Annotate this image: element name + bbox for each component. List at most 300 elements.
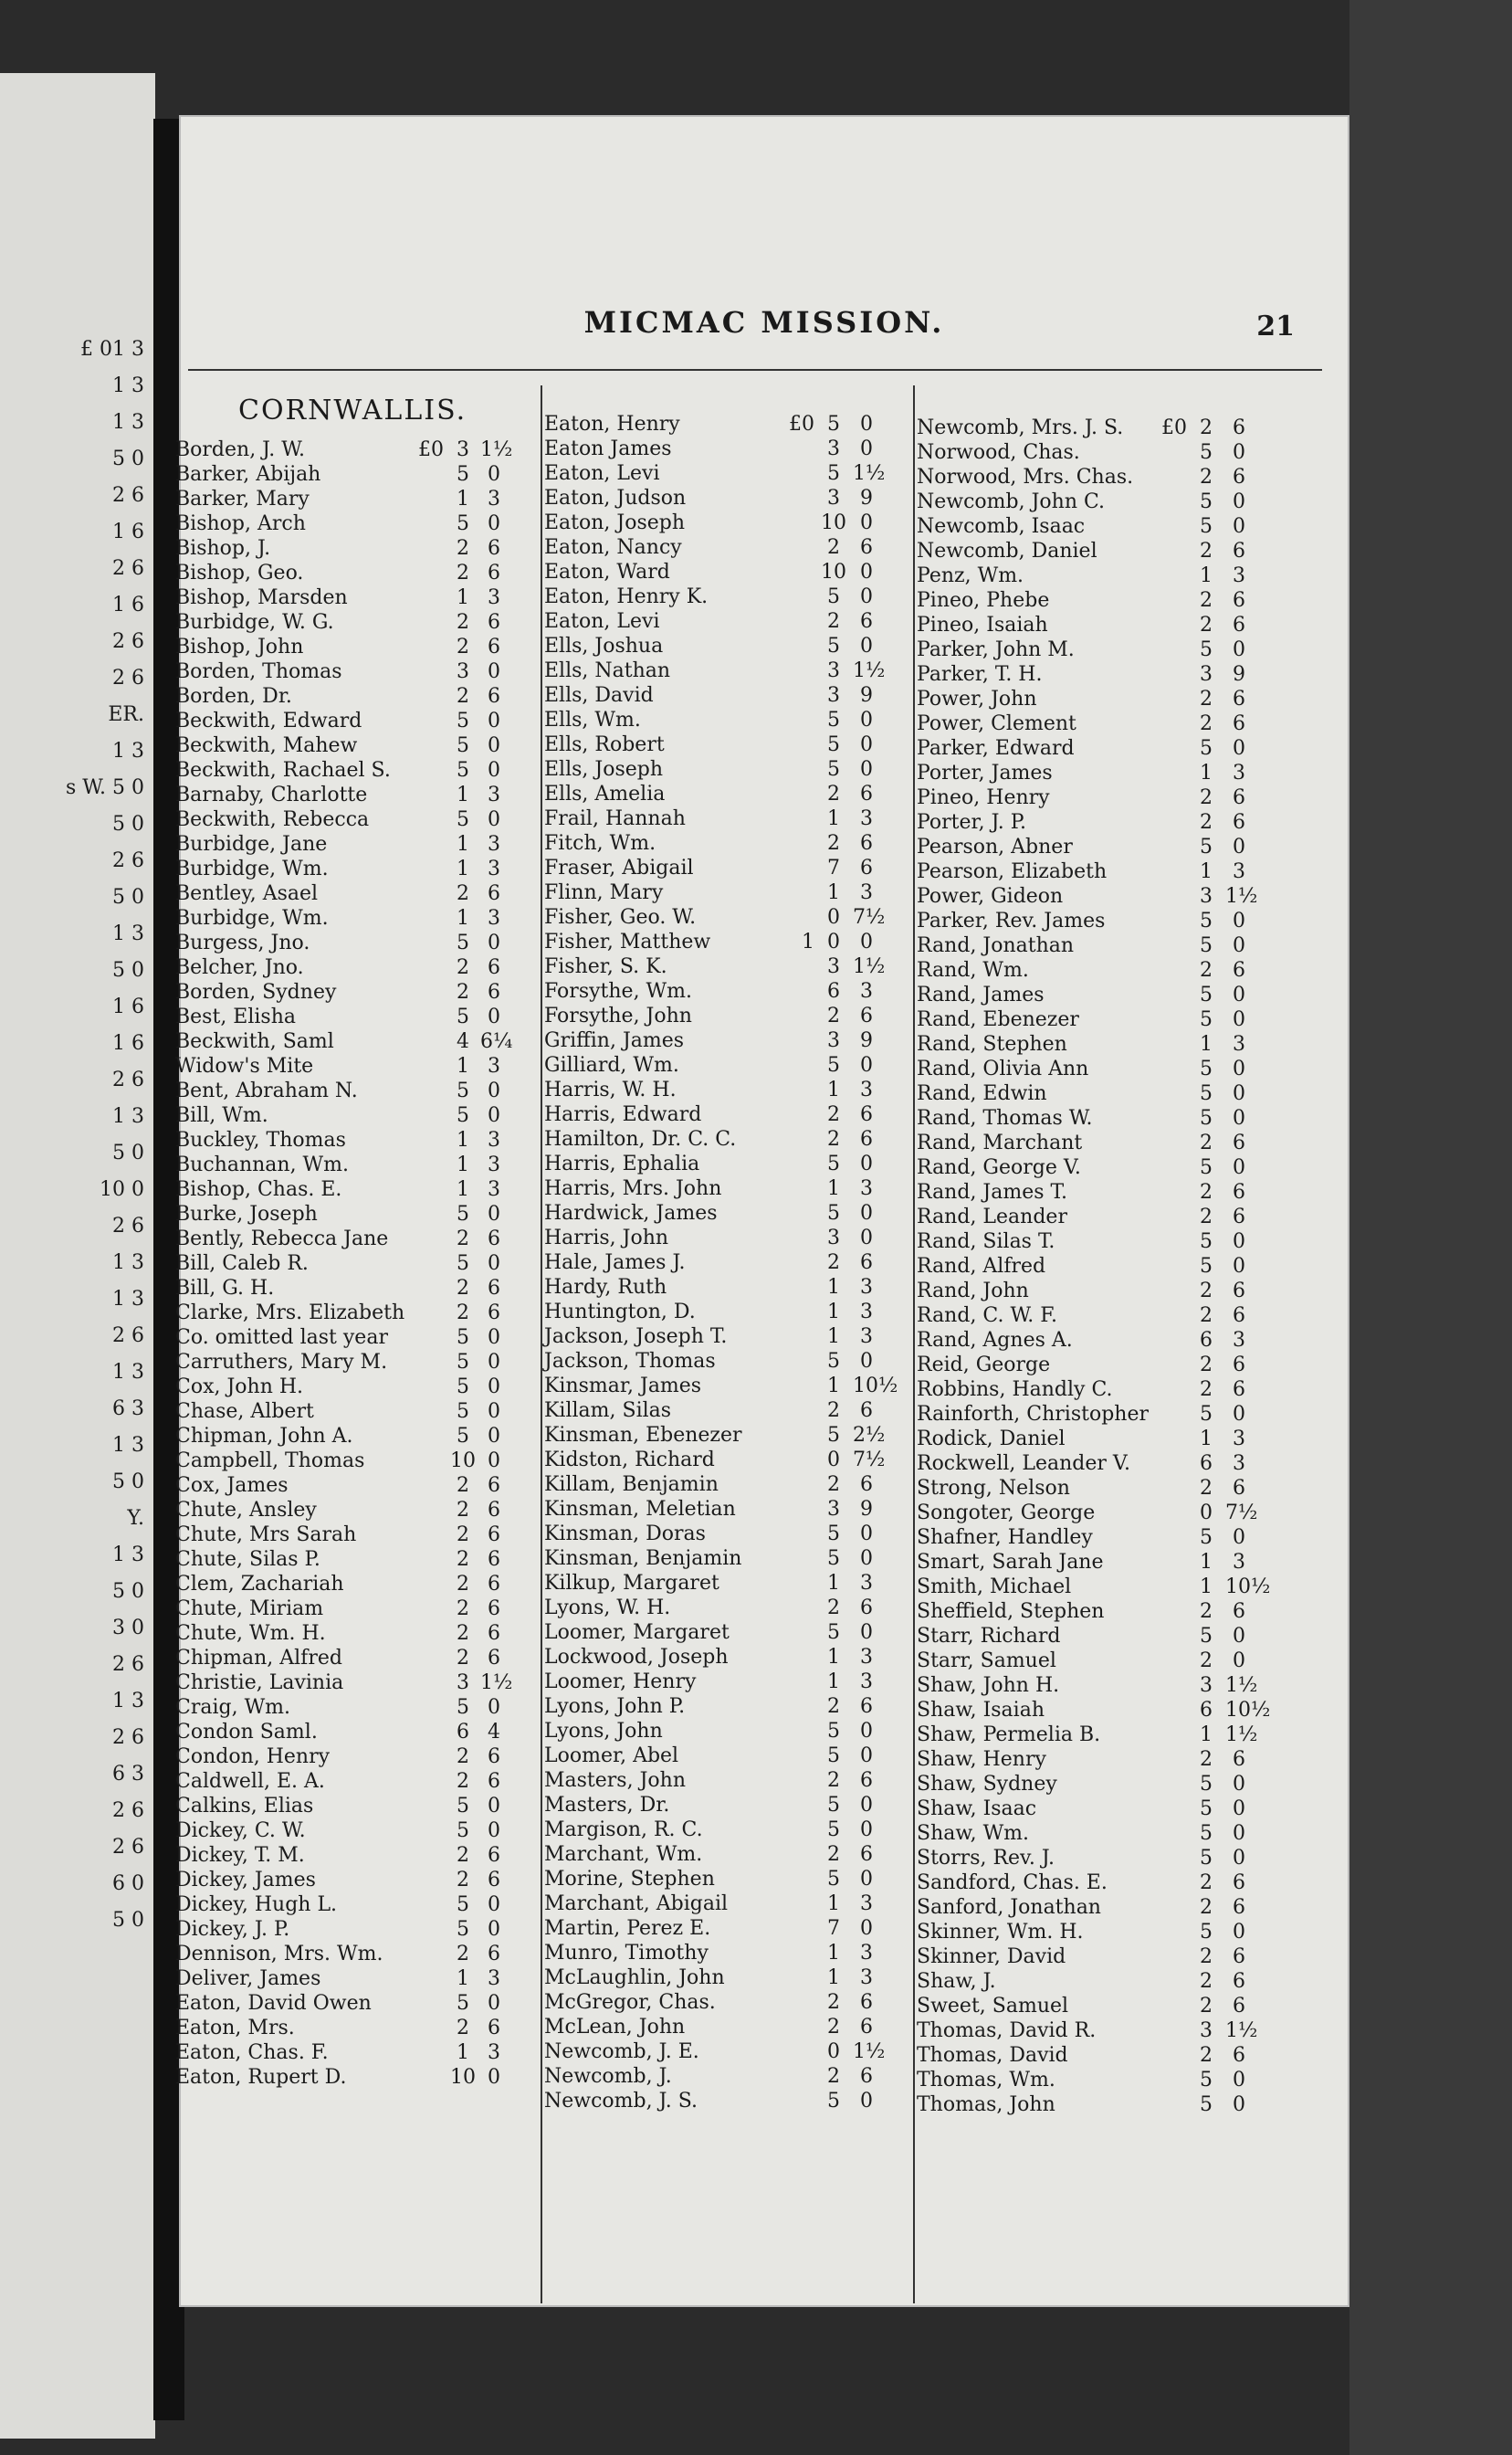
amount-cell: 0	[1233, 910, 1245, 932]
subscriber-name: Pineo, Henry	[917, 786, 1050, 809]
subscriber-name: Dickey, J. P.	[175, 1918, 290, 1941]
list-item	[175, 562, 531, 586]
amount-cell: 2	[827, 1251, 840, 1274]
subscriber-name: Cox, John H.	[175, 1375, 304, 1398]
list-item	[175, 1622, 531, 1647]
subscriber-name: Parker, T. H.	[917, 663, 1043, 686]
list-item	[544, 1177, 900, 1202]
subscriber-name: Eaton, Levi	[544, 462, 660, 485]
subscriber-name: Rand, James	[917, 984, 1045, 1006]
amount-cell: 5	[457, 808, 469, 831]
amount-cell: 0	[860, 511, 873, 534]
left-page-fragment-line: 6 3	[112, 1397, 144, 1420]
amount-cell: 6	[1233, 1995, 1245, 2018]
subscriber-name: Starr, Samuel	[917, 1649, 1056, 1672]
subscriber-name: Loomer, Henry	[544, 1670, 697, 1693]
amount-cell: 0	[860, 1818, 873, 1841]
amount-cell: 0	[1233, 515, 1245, 538]
list-item	[175, 784, 531, 808]
list-item	[175, 1030, 531, 1055]
subscriber-name: Songoter, George	[917, 1501, 1096, 1524]
amount-cell: 6	[1233, 1132, 1245, 1154]
amount-cell: 1½	[853, 955, 886, 978]
amount-cell: 0	[860, 1868, 873, 1891]
list-item	[175, 1573, 531, 1597]
amount-cell: 3	[860, 1646, 873, 1669]
amount-cell: 0	[860, 1153, 873, 1175]
amount-cell: 5	[1200, 1008, 1213, 1031]
amount-cell: 0	[1233, 1625, 1245, 1648]
amount-cell: 1	[827, 881, 840, 904]
list-item	[917, 1822, 1273, 1847]
amount-cell: 6	[860, 1695, 873, 1718]
list-item	[175, 1301, 531, 1326]
amount-cell: 3	[1200, 663, 1213, 686]
subscriber-name: Newcomb, J. E.	[544, 2040, 699, 2063]
amount-cell: 6	[488, 1277, 500, 1300]
left-page-fragment-line: 1 3	[112, 922, 144, 945]
list-item	[544, 1621, 900, 1646]
amount-cell: 3	[488, 1129, 500, 1152]
subscriber-name: Burgess, Jno.	[175, 932, 310, 954]
amount-cell: 1½	[1225, 1723, 1258, 1746]
amount-cell: 0	[860, 1794, 873, 1817]
amount-cell: 3	[1233, 1551, 1245, 1574]
amount-cell: 6	[488, 636, 500, 659]
left-page-fragment-line: 5 0	[112, 1142, 144, 1164]
list-item	[544, 955, 900, 980]
amount-cell: 0	[860, 1720, 873, 1743]
amount-cell: 5	[1200, 737, 1213, 760]
amount-cell: 5	[457, 1080, 469, 1102]
list-item	[917, 663, 1273, 688]
subscriber-name: Smith, Michael	[917, 1575, 1072, 1598]
amount-cell: 1	[827, 1276, 840, 1299]
amount-cell: 0	[488, 1351, 500, 1374]
left-page-fragment-line: 2 6	[112, 1836, 144, 1859]
list-item	[544, 783, 900, 807]
list-item	[175, 1819, 531, 1844]
amount-cell: 3	[1233, 1452, 1245, 1475]
subscriber-name: Marchant, Abigail	[544, 1892, 729, 1915]
subscriber-name: Newcomb, Daniel	[917, 540, 1097, 563]
section-heading: CORNWALLIS.	[238, 395, 467, 427]
amount-cell: 2	[457, 956, 469, 979]
amount-cell: 10½	[1225, 1699, 1271, 1722]
list-item	[175, 808, 531, 833]
amount-cell: 6	[1233, 712, 1245, 735]
subscriber-name: Clarke, Mrs. Elizabeth	[175, 1301, 405, 1324]
amount-cell: 0	[488, 1080, 500, 1102]
left-page-fragment-line: 1 3	[112, 1105, 144, 1128]
list-item	[175, 1844, 531, 1869]
left-page-fragment-line: 1 3	[112, 1690, 144, 1712]
list-item	[175, 1104, 531, 1129]
subscriber-name: Kidston, Richard	[544, 1449, 715, 1471]
amount-cell: 0	[488, 660, 500, 683]
subscriber-name: Ells, Robert	[544, 733, 665, 756]
list-item	[175, 1006, 531, 1030]
amount-cell: 1	[457, 1129, 469, 1152]
amount-cell: 0	[488, 1203, 500, 1226]
list-item	[917, 2069, 1273, 2093]
amount-cell: 6	[1233, 688, 1245, 711]
amount-cell: 0	[1233, 1822, 1245, 1845]
amount-cell: 6	[488, 1573, 500, 1596]
subscriber-name: Eaton, Judson	[544, 487, 687, 510]
list-item	[544, 1596, 900, 1621]
list-item	[917, 1181, 1273, 1206]
list-item	[917, 589, 1273, 614]
list-item	[175, 1647, 531, 1671]
subscriber-name: Smart, Sarah Jane	[917, 1551, 1104, 1574]
subscriber-name: Cox, James	[175, 1474, 289, 1497]
list-item	[544, 1251, 900, 1276]
subscriber-name: Shaw, Wm.	[917, 1822, 1030, 1845]
list-item	[544, 1720, 900, 1744]
list-item	[917, 1871, 1273, 1896]
amount-cell: 1½	[853, 2040, 886, 2063]
amount-cell: 3	[1233, 564, 1245, 587]
list-item	[917, 1058, 1273, 1082]
amount-cell: 9	[860, 487, 873, 510]
subscriber-name: Forsythe, John	[544, 1005, 692, 1027]
subscriber-name: Campbell, Thomas	[175, 1449, 365, 1472]
subscriber-name: Lockwood, Joseph	[544, 1646, 729, 1669]
amount-cell: 2	[827, 1473, 840, 1496]
amount-cell: 2	[827, 1128, 840, 1151]
subscriber-name: Christie, Lavinia	[175, 1671, 344, 1694]
subscriber-name: Parker, Rev. James	[917, 910, 1106, 932]
list-item	[544, 1843, 900, 1868]
list-item	[917, 1428, 1273, 1452]
subscriber-name: Fisher, Matthew	[544, 931, 711, 954]
amount-cell: 2	[1200, 1181, 1213, 1204]
amount-cell: 0	[860, 709, 873, 732]
subscriber-name: Rand, Agnes A.	[917, 1329, 1073, 1352]
left-page-fragment-line: ER.	[108, 703, 144, 726]
amount-cell: 5	[457, 932, 469, 954]
amount-cell: 0	[488, 734, 500, 757]
amount-cell: 2	[1200, 712, 1213, 735]
amount-cell: 2	[827, 1596, 840, 1619]
subscriber-name: Dickey, James	[175, 1869, 316, 1891]
amount-cell: 0	[488, 463, 500, 486]
list-item	[917, 885, 1273, 910]
list-item	[544, 561, 900, 585]
subscriber-name: Craig, Wm.	[175, 1696, 291, 1719]
amount-cell: 2	[1200, 1896, 1213, 1919]
amount-cell: 1	[457, 858, 469, 880]
amount-cell: 3	[827, 659, 840, 682]
amount-cell: 0	[488, 1449, 500, 1472]
list-item	[175, 710, 531, 734]
list-item	[175, 463, 531, 488]
subscriber-name: McLean, John	[544, 2016, 686, 2039]
amount-cell: 0	[860, 931, 873, 954]
subscriber-name: Margison, R. C.	[544, 1818, 703, 1841]
subscriber-name: Harris, John	[544, 1227, 669, 1249]
amount-cell: 5	[827, 1868, 840, 1891]
list-item	[175, 1770, 531, 1795]
list-item	[175, 1154, 531, 1178]
list-item	[544, 881, 900, 906]
amount-cell: 0	[860, 1547, 873, 1570]
amount-cell: 1	[827, 807, 840, 830]
list-item	[544, 980, 900, 1005]
subscriber-name: Flinn, Mary	[544, 881, 664, 904]
amount-cell: 5	[457, 1351, 469, 1374]
amount-cell: 0	[488, 1104, 500, 1127]
amount-cell: 0	[827, 1449, 840, 1471]
amount-cell: 0	[860, 1621, 873, 1644]
amount-cell: 3	[827, 684, 840, 707]
amount-cell: 5	[457, 1006, 469, 1028]
amount-cell: 2	[457, 1228, 469, 1250]
amount-cell: 6	[488, 956, 500, 979]
subscriber-name: Harris, Edward	[544, 1103, 702, 1126]
amount-cell: 0	[1233, 490, 1245, 513]
subscriber-name: Bentley, Asael	[175, 882, 319, 905]
amount-cell: 2	[457, 1745, 469, 1768]
amount-cell: 1	[827, 1079, 840, 1101]
amount-cell: 6	[1233, 614, 1245, 637]
amount-cell: 5	[457, 512, 469, 535]
list-item	[175, 858, 531, 882]
amount-cell: 6	[860, 1596, 873, 1619]
amount-cell: 1	[827, 1966, 840, 1989]
list-item	[175, 1795, 531, 1819]
left-page-fragment-line: 1 6	[112, 1032, 144, 1055]
subscriber-name: Newcomb, Isaac	[917, 515, 1086, 538]
subscriber-name: Skinner, Wm. H.	[917, 1921, 1084, 1944]
subscriber-name: Chute, Miriam	[175, 1597, 324, 1620]
subscriber-name: Co. omitted last year	[175, 1326, 388, 1349]
amount-cell: 6	[488, 1869, 500, 1891]
subscriber-name: Killam, Benjamin	[544, 1473, 719, 1496]
amount-cell: 3	[860, 1325, 873, 1348]
amount-cell: 0	[860, 758, 873, 781]
amount-cell: 2	[827, 1843, 840, 1866]
subscriber-name: Beckwith, Edward	[175, 710, 362, 732]
list-item	[917, 490, 1273, 515]
list-item	[175, 956, 531, 981]
list-item	[917, 1156, 1273, 1181]
list-item	[175, 1597, 531, 1622]
subscriber-name: Eaton, Levi	[544, 610, 660, 633]
list-item	[917, 1995, 1273, 2019]
amount-cell: 5	[1200, 1921, 1213, 1944]
list-item	[917, 1501, 1273, 1526]
left-page-fragment-line: 5 0	[112, 886, 144, 909]
amount-cell: 6	[488, 1301, 500, 1324]
amount-cell: 0	[827, 2040, 840, 2063]
amount-cell: 5	[1200, 1082, 1213, 1105]
amount-cell: 5	[1200, 1230, 1213, 1253]
list-item	[917, 1082, 1273, 1107]
subscriber-name: Parker, John M.	[917, 638, 1075, 661]
amount-cell: 0	[488, 1795, 500, 1818]
list-item	[917, 1526, 1273, 1551]
amount-cell: 0	[488, 1893, 500, 1916]
amount-cell: 2	[827, 536, 840, 559]
amount-cell: 3	[860, 1572, 873, 1595]
amount-cell: 2	[1200, 1600, 1213, 1623]
amount-cell: 0	[1233, 836, 1245, 859]
amount-cell: 6	[1233, 1280, 1245, 1302]
amount-cell: 6	[860, 1103, 873, 1126]
list-item	[544, 1079, 900, 1103]
subscriber-name: Rodick, Daniel	[917, 1428, 1066, 1450]
subscriber-name: Sanford, Jonathan	[917, 1896, 1101, 1919]
subscriber-name: Kinsmar, James	[544, 1375, 702, 1397]
list-item	[544, 709, 900, 733]
subscriber-name: Shaw, Isaiah	[917, 1699, 1045, 1722]
list-item	[917, 1649, 1273, 1674]
amount-cell: 3	[860, 881, 873, 904]
list-item	[544, 733, 900, 758]
amount-cell: 3	[827, 1029, 840, 1052]
amount-cell: 10	[450, 1449, 476, 1472]
amount-cell: 5	[457, 1992, 469, 2015]
subscriber-name: Strong, Nelson	[917, 1477, 1070, 1500]
subscriber-name: Shaw, J.	[917, 1970, 996, 1993]
amount-cell: 0	[1233, 1921, 1245, 1944]
list-item	[175, 1425, 531, 1449]
amount-cell: 3	[488, 784, 500, 806]
amount-cell: 2	[457, 882, 469, 905]
list-item	[917, 1107, 1273, 1132]
list-item	[917, 1773, 1273, 1797]
subscriber-name: Eaton, Joseph	[544, 511, 686, 534]
amount-cell: 6	[1233, 959, 1245, 982]
list-item	[544, 1892, 900, 1917]
subscriber-name: Chute, Silas P.	[175, 1548, 320, 1571]
amount-cell: 6	[488, 1474, 500, 1497]
subscriber-name: Widow's Mite	[175, 1055, 314, 1078]
subscriber-name: Barker, Abijah	[175, 463, 321, 486]
list-item	[917, 1699, 1273, 1723]
list-item	[917, 638, 1273, 663]
list-item	[544, 1991, 900, 2016]
amount-cell: 5	[827, 758, 840, 781]
amount-cell: 1	[457, 1967, 469, 1990]
subscriber-name: Shafner, Handley	[917, 1526, 1093, 1549]
subscriber-name: Loomer, Abel	[544, 1744, 679, 1767]
subscriber-name: Ells, Joshua	[544, 635, 664, 658]
subscriber-name: Harris, W. H.	[544, 1079, 677, 1101]
list-item	[175, 1967, 531, 1992]
list-item	[917, 515, 1273, 540]
amount-cell: 1	[1200, 860, 1213, 883]
amount-cell: 6	[860, 1251, 873, 1274]
list-item	[544, 1103, 900, 1128]
subscriber-name: Rand, James T.	[917, 1181, 1067, 1204]
amount-cell: 3	[860, 1892, 873, 1915]
list-item	[544, 1029, 900, 1054]
amount-cell: 5	[1200, 934, 1213, 957]
amount-cell: 6	[1233, 1206, 1245, 1228]
amount-cell: 4	[488, 1721, 500, 1744]
list-item	[917, 1847, 1273, 1871]
amount-cell: 2	[827, 1695, 840, 1718]
list-item	[175, 907, 531, 932]
amount-cell: 5	[457, 1425, 469, 1448]
amount-cell: 0	[488, 1375, 500, 1398]
amount-cell: 6	[488, 1622, 500, 1645]
amount-cell: 9	[860, 1029, 873, 1052]
list-item	[544, 437, 900, 462]
list-item	[544, 1301, 900, 1325]
list-item	[544, 1646, 900, 1670]
amount-cell: 7	[827, 1917, 840, 1940]
list-item	[917, 1723, 1273, 1748]
amount-cell: 5	[457, 1819, 469, 1842]
amount-cell: 5	[1200, 1625, 1213, 1648]
amount-cell: 2	[1200, 2044, 1213, 2067]
subscriber-name: Fitch, Wm.	[544, 832, 656, 855]
amount-cell: 2	[457, 1647, 469, 1670]
amount-cell: 1	[1200, 1723, 1213, 1746]
left-page-fragment-line: 5 0	[112, 959, 144, 982]
amount-cell: 3	[860, 1966, 873, 1989]
list-item	[544, 1005, 900, 1029]
subscriber-name: Eaton, David Owen	[175, 1992, 372, 2015]
amount-cell: 3	[488, 1154, 500, 1176]
subscriber-name: Kinsman, Meletian	[544, 1498, 736, 1521]
list-item	[544, 1794, 900, 1818]
subscriber-name: Eaton, Henry	[544, 413, 680, 436]
amount-cell: 0	[827, 906, 840, 929]
subscriber-name: Carruthers, Mary M.	[175, 1351, 388, 1374]
subscriber-name: Ells, Nathan	[544, 659, 671, 682]
amount-cell: 6	[488, 1745, 500, 1768]
list-item	[544, 857, 900, 881]
amount-cell: 9	[860, 684, 873, 707]
list-item	[544, 1054, 900, 1079]
list-item	[544, 1276, 900, 1301]
amount-cell: 0	[1233, 984, 1245, 1006]
amount-cell: 6¼	[480, 1030, 513, 1053]
amount-cell: 6	[488, 1647, 500, 1670]
amount-cell: 1	[457, 1178, 469, 1201]
subscriber-name: Storrs, Rev. J.	[917, 1847, 1055, 1870]
left-page-fragment-line: 1 3	[112, 374, 144, 397]
subscriber-name: Rand, Silas T.	[917, 1230, 1055, 1253]
amount-cell: 6	[488, 685, 500, 708]
subscriber-name: Shaw, Permelia B.	[917, 1723, 1101, 1746]
left-page-fragment-line: 1 3	[112, 1544, 144, 1566]
subscriber-name: Dickey, Hugh L.	[175, 1893, 338, 1916]
list-item	[544, 659, 900, 684]
subscriber-name: Rand, Alfred	[917, 1255, 1046, 1278]
subscriber-name: Rand, Leander	[917, 1206, 1067, 1228]
subscriber-name: Pineo, Phebe	[917, 589, 1050, 612]
list-item	[175, 1326, 531, 1351]
amount-cell: 3	[1233, 1033, 1245, 1056]
subscriber-name: Borden, Thomas	[175, 660, 342, 683]
amount-cell: 5	[1200, 1526, 1213, 1549]
subscriber-name: Shaw, John H.	[917, 1674, 1060, 1697]
list-item	[544, 487, 900, 511]
amount-cell: 2	[827, 1769, 840, 1792]
amount-cell: 3	[488, 833, 500, 856]
list-item	[175, 734, 531, 759]
list-item	[544, 1325, 900, 1350]
list-item	[544, 807, 900, 832]
list-item	[175, 537, 531, 562]
list-item	[175, 1869, 531, 1893]
